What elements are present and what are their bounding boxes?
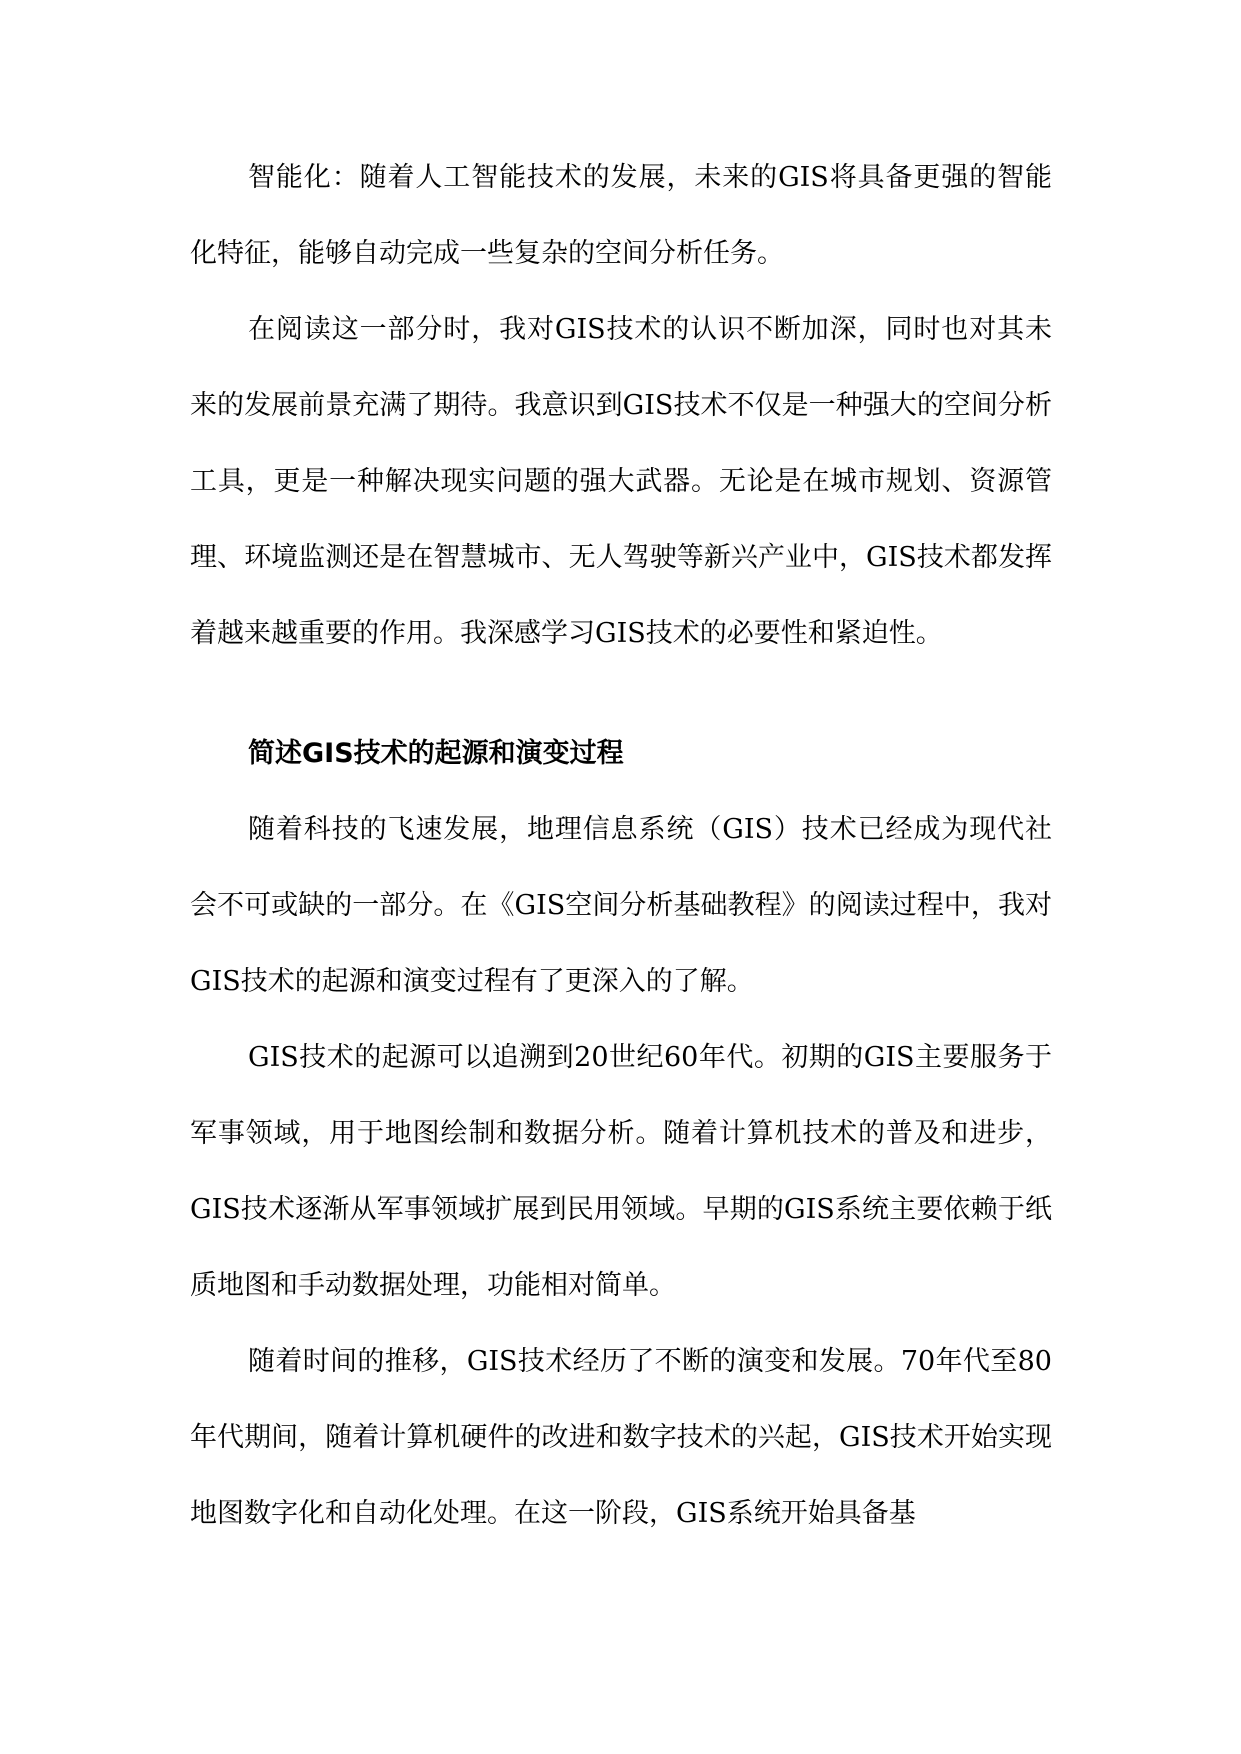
paragraph-evolution: 随着时间的推移，GIS技术经历了不断的演变和发展。70年代至80年代期间，随着计算机硬件的改进和数字技术的兴起，GIS技术开始实现地图数字化和自动化处理。在这一阶段，GIS系统开始具备基 xyxy=(190,1346,1052,1529)
paragraph-intelligence: 智能化：随着人工智能技术的发展，未来的GIS将具备更强的智能化特征，能够自动完成一些复杂的空间分析任务。 xyxy=(190,162,1052,269)
paragraph-origin: GIS技术的起源可以追溯到20世纪60年代。初期的GIS主要服务于军事领域，用于地图绘制和数据分析。随着计算机技术的普及和进步，GIS技术逐渐从军事领域扩展到民用领域。早期的GIS系统主要依赖于纸质地图和手动数据处理，功能相对简单。 xyxy=(190,1042,1052,1301)
document-page xyxy=(190,140,1052,1552)
section-heading: 简述GIS技术的起源和演变过程 xyxy=(248,738,624,769)
paragraph-intro: 随着科技的飞速发展，地理信息系统（GIS）技术已经成为现代社会不可或缺的一部分。在《GIS空间分析基础教程》的阅读过程中，我对GIS技术的起源和演变过程有了更深入的了解。 xyxy=(190,814,1052,997)
paragraph-reflection: 在阅读这一部分时，我对GIS技术的认识不断加深，同时也对其未来的发展前景充满了期待。我意识到GIS技术不仅是一种强大的空间分析工具，更是一种解决现实问题的强大武器。无论是在城市规划、资源管理、环境监测还是在智慧城市、无人驾驶等新兴产业中，GIS技术都发挥着越来越重要的作用。我深感学习GIS技术的必要性和紧迫性。 xyxy=(190,314,1052,649)
